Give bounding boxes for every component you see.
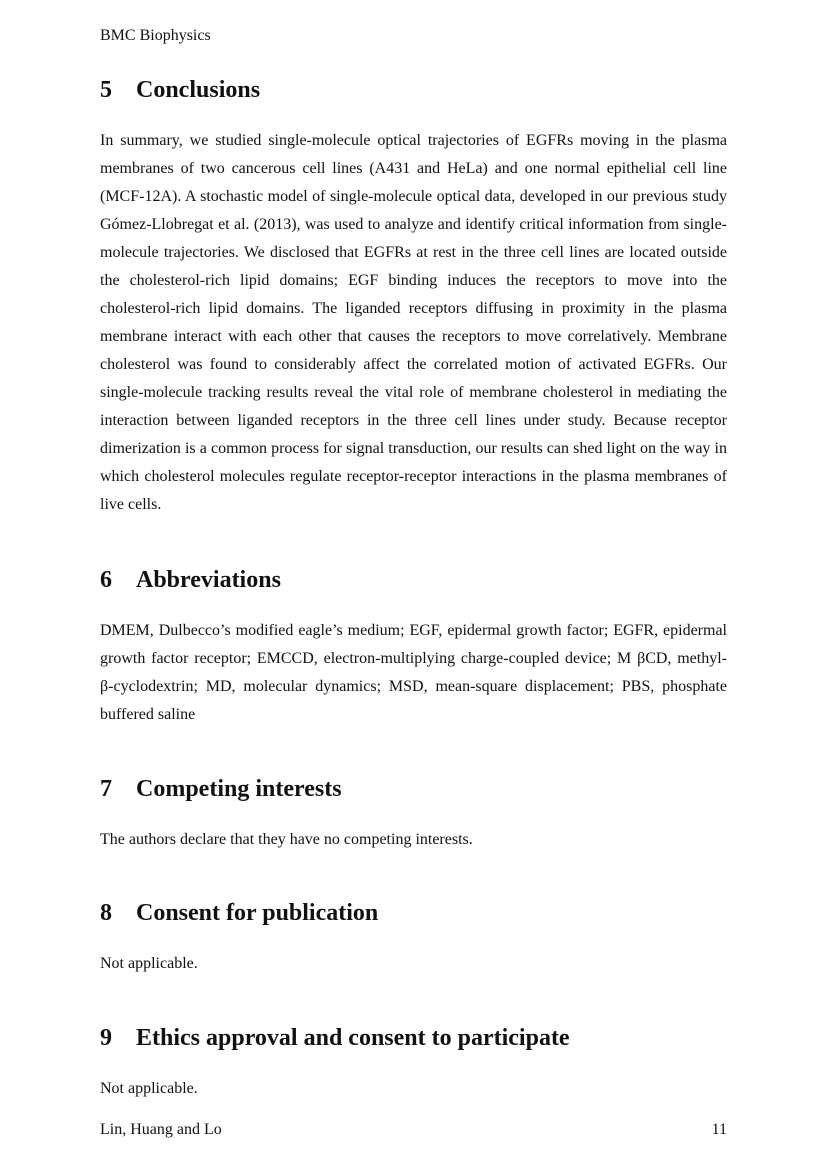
paper-page: [100, 0, 727, 1170]
section-body: Not applicable.: [100, 1080, 198, 1097]
section-heading: [100, 565, 727, 595]
section-number: 6: [100, 567, 112, 593]
section-body: The authors declare that they have no competing interests.: [100, 831, 473, 848]
section-number: 5: [100, 77, 112, 103]
footer-authors: Lin, Huang and Lo: [100, 1121, 222, 1138]
section-number: 9: [100, 1025, 112, 1051]
section-title: Conclusions: [136, 77, 261, 103]
section-title: Abbreviations: [136, 567, 281, 593]
section-heading: [100, 1023, 727, 1053]
page-footer: [100, 1120, 727, 1140]
section-title: Consent for publication: [136, 900, 379, 926]
section-conclusions: [100, 75, 727, 519]
section-number: 7: [100, 776, 112, 802]
section-heading: [100, 75, 727, 105]
section-title: Competing interests: [136, 776, 342, 802]
section-ethics-approval: [100, 1023, 727, 1103]
section-number: 8: [100, 900, 112, 926]
section-heading: [100, 898, 727, 928]
section-body: In summary, we studied single-molecule optical trajectories of EGFRs moving in the plasma membranes of two cancerous cell lines (A431 and HeLa) and one normal epithelial cell line (MCF-12A). A stochastic model of single-molecule optical data, developed in our previous study Gómez-Llobregat et al. (2013), was used to analyze and identify critical information from single-molecule trajectories. We disclosed that EGFRs at rest in the three cell lines are located outside the cholesterol-rich lipid domains; EGF binding induces the receptors to move into the cholesterol-rich lipid domains. The liganded receptors diffusing in proximity in the plasma membrane interact with each other that causes the receptors to move correlatively. Membrane cholesterol was found to considerably affect the correlated motion of activated EGFRs. Our single-molecule tracking results reveal the vital role of membrane cholesterol in mediating the interaction between liganded receptors in the three cell lines under study. Because receptor dimerization is a common process for signal transduction, our results can shed light on the way in which cholesterol molecules regulate receptor-receptor interactions in the plasma membranes of live cells.: [100, 132, 727, 513]
section-title: Ethics approval and consent to participate: [136, 1025, 570, 1051]
page-number: 11: [711, 1121, 727, 1138]
section-body: DMEM, Dulbecco’s modified eagle’s medium; EGF, epidermal growth factor; EGFR, epidermal growth factor receptor; EMCCD, electron-multiplying charge-coupled device; M βCD, methyl- β-cyclodextrin; MD, molecular dynamics; MSD, mean-square displacement; PBS, phosphate buffered saline: [100, 622, 727, 723]
running-head: BMC Biophysics: [100, 27, 211, 44]
section-heading: [100, 774, 727, 804]
section-consent-for-publication: [100, 898, 727, 978]
section-body: Not applicable.: [100, 955, 198, 972]
section-abbreviations: [100, 565, 727, 729]
section-competing-interests: [100, 774, 727, 854]
